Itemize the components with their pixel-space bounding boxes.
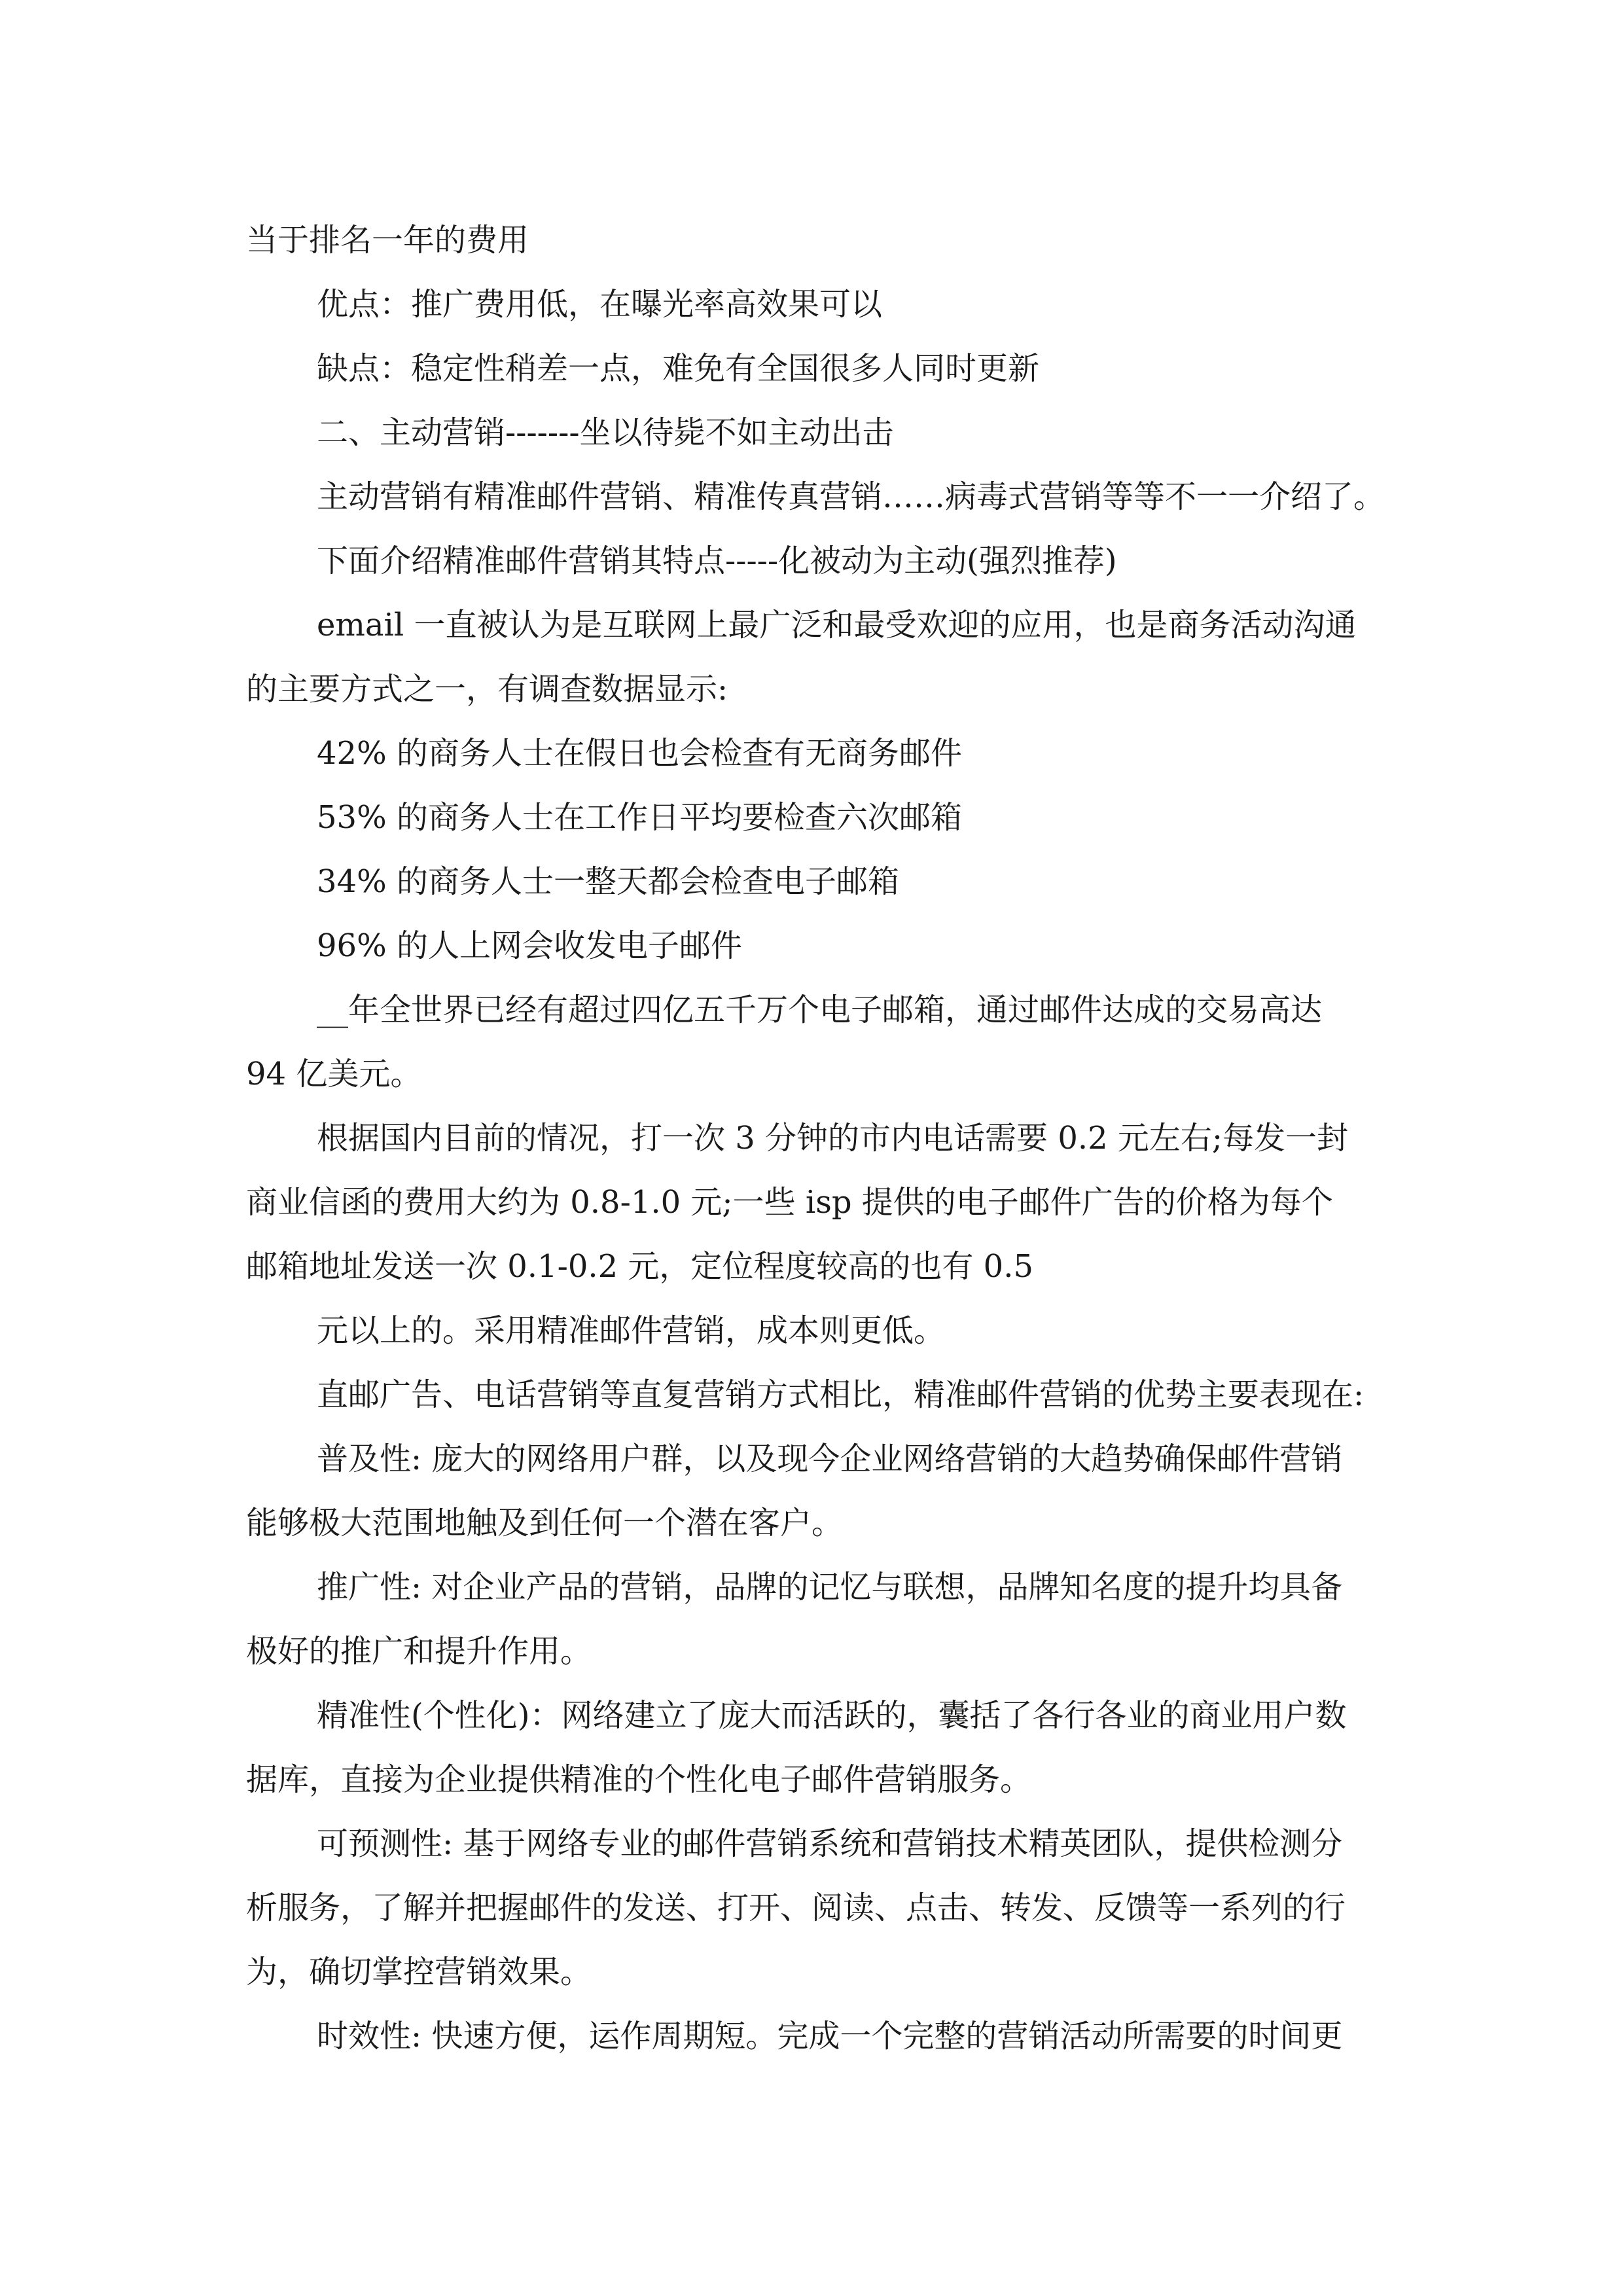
statistic-line: 53% 的商务人士在工作日平均要检查六次邮箱 bbox=[317, 799, 962, 836]
paragraph-line: 可预测性: 基于网络专业的邮件营销系统和营销技术精英团队，提供检测分 bbox=[317, 1825, 1343, 1862]
paragraph-line: 当于排名一年的费用 bbox=[246, 222, 529, 259]
paragraph-line: email 一直被认为是互联网上最广泛和最受欢迎的应用，也是商务活动沟通 bbox=[317, 607, 1357, 643]
paragraph-line: 根据国内目前的情况，打一次 3 分钟的市内电话需要 0.2 元左右;每发一封 bbox=[317, 1120, 1349, 1157]
paragraph-line: 精准性(个性化)：网络建立了庞大而活跃的，囊括了各行各业的商业用户数 bbox=[317, 1697, 1347, 1734]
paragraph-line: 据库，直接为企业提供精准的个性化电子邮件营销服务。 bbox=[246, 1761, 1032, 1798]
paragraph-line: 直邮广告、电话营销等直复营销方式相比，精准邮件营销的优势主要表现在: bbox=[317, 1376, 1364, 1413]
paragraph-line: 缺点：稳定性稍差一点，难免有全国很多人同时更新 bbox=[317, 350, 1040, 387]
paragraph-line: 时效性: 快速方便，运作周期短。完成一个完整的营销活动所需要的时间更 bbox=[317, 2018, 1343, 2054]
paragraph-line: 析服务，了解并把握邮件的发送、打开、阅读、点击、转发、反馈等一系列的行 bbox=[246, 1890, 1346, 1926]
paragraph-line: 极好的推广和提升作用。 bbox=[246, 1633, 592, 1670]
paragraph-line: 为，确切掌控营销效果。 bbox=[246, 1954, 592, 1990]
paragraph-line: 商业信函的费用大约为 0.8-1.0 元;一些 isp 提供的电子邮件广告的价格为每个 bbox=[246, 1184, 1333, 1221]
paragraph-line: 推广性: 对企业产品的营销，品牌的记忆与联想，品牌知名度的提升均具备 bbox=[317, 1569, 1343, 1605]
paragraph-line: 94 亿美元。 bbox=[246, 1056, 422, 1092]
paragraph-line: __年全世界已经有超过四亿五千万个电子邮箱，通过邮件达成的交易高达 bbox=[317, 992, 1323, 1028]
paragraph-line: 的主要方式之一，有调查数据显示: bbox=[246, 671, 728, 708]
paragraph-line: 下面介绍精准邮件营销其特点-----化被动为主动(强烈推荐) bbox=[317, 543, 1117, 579]
paragraph-line: 主动营销有精准邮件营销、精准传真营销……病毒式营销等等不一一介绍了。 bbox=[317, 478, 1385, 515]
paragraph-line: 普及性: 庞大的网络用户群，以及现今企业网络营销的大趋势确保邮件营销 bbox=[317, 1441, 1343, 1477]
paragraph-line: 邮箱地址发送一次 0.1-0.2 元，定位程度较高的也有 0.5 bbox=[246, 1248, 1034, 1285]
paragraph-line: 优点：推广费用低，在曝光率高效果可以 bbox=[317, 286, 883, 323]
document-body bbox=[246, 208, 1385, 2068]
statistic-line: 34% 的商务人士一整天都会检查电子邮箱 bbox=[317, 863, 899, 900]
statistic-line: 96% 的人上网会收发电子邮件 bbox=[317, 927, 742, 964]
paragraph-line: 元以上的。采用精准邮件营销，成本则更低。 bbox=[317, 1312, 946, 1349]
section-heading: 二、主动营销-------坐以待毙不如主动出击 bbox=[317, 414, 894, 451]
statistic-line: 42% 的商务人士在假日也会检查有无商务邮件 bbox=[317, 735, 962, 772]
paragraph-line: 能够极大范围地触及到任何一个潜在客户。 bbox=[246, 1505, 844, 1541]
